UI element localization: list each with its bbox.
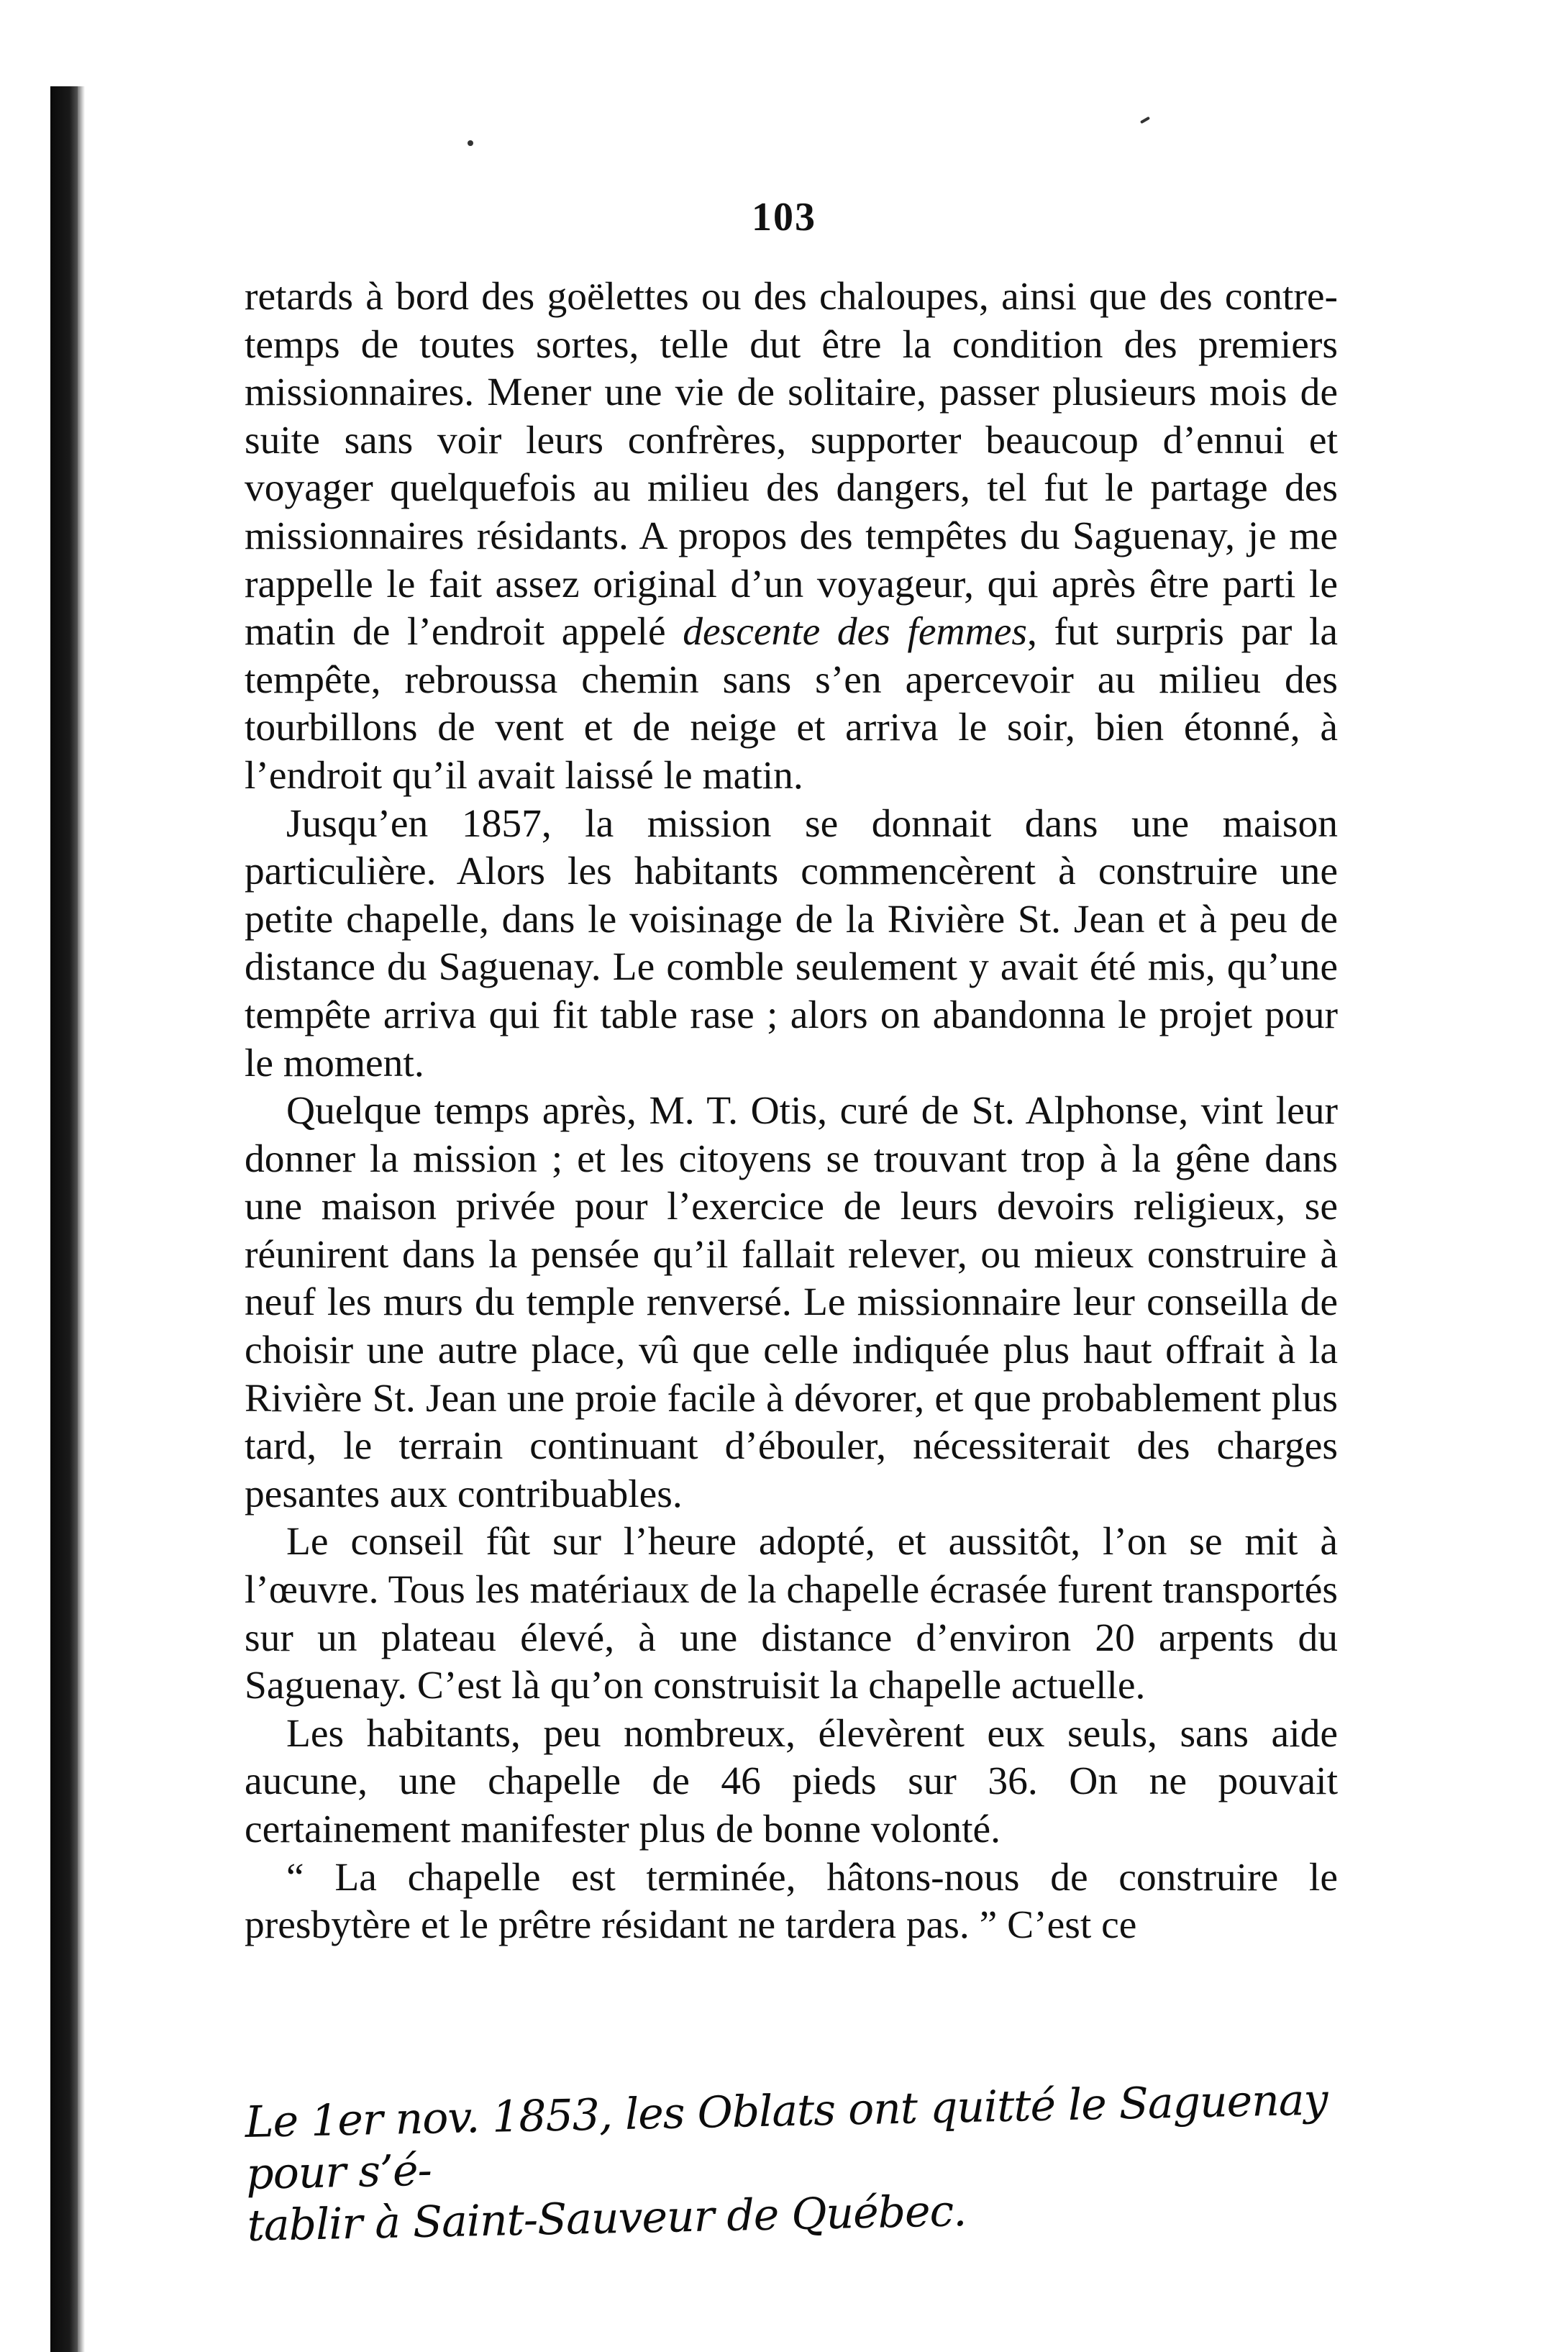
paragraph-1-tail: , fut surpris par la tempête, rebroussa chemin sans s’en apercevoir au milieu des tourbillons de vent et de neige et arriva le soir, bien étonné, à l’endroit qu’il avait laissé le matin.: [245, 610, 1339, 798]
ink-speck: [1140, 117, 1150, 124]
paragraph-6: “ La chapelle est terminée, hâtons-nous de construire le presbytère et le prêtre résidant ne tardera pas. ” C’est ce: [245, 1855, 1338, 1948]
paragraph-1-text: retards à bord des goëlettes ou des chaloupes, ainsi que des contre-temps de toutes sortes, telle dut être la condition des premiers missionnaires. Mener une vie de solitaire, passer plusieurs mois de suite sans voir leurs confrères, supporter beaucoup d’ennui et voyager quelquefois au milieu des dangers, tel fut le partage des missionnaires résidants. A propos des tempêtes du Saguenay, je me rappelle le fait assez original d’un voyageur, qui après être parti le matin de l’endroit appelé: [245, 275, 1338, 655]
paragraph-5: Les habitants, peu nombreux, élevèrent eux seuls, sans aide aucune, une chapelle de 46 pieds sur 36. On ne pouvait certainement manifester plus de bonne volonté.: [245, 1711, 1338, 1851]
body-text: [245, 273, 1338, 1950]
paragraph-4: Le conseil fût sur l’heure adopté, et aussitôt, l’on se mit à l’œuvre. Tous les matériaux de la chapelle écrasée furent transportés sur un plateau élevé, à une distance d’environ 20 arpents du Saguenay. C’est là qu’on construisit la chapelle actuelle.: [245, 1520, 1338, 1708]
paragraph-1-emphasis: descente des femmes: [683, 610, 1027, 655]
paragraph-2: Jusqu’en 1857, la mission se donnait dans une maison particulière. Alors les habitants commencèrent à construire une petite chapelle, dans le voisinage de la Rivière St. Jean et à peu de distance du Saguenay. Le comble seulement y avait été mis, qu’une tempête arriva qui fit table rase ; alors on abandonna le projet pour le moment.: [245, 801, 1338, 1085]
handwritten-note-line-2: tablir à Saint-Sauveur de Québec.: [247, 2186, 967, 2251]
page-number: 103: [752, 195, 816, 240]
handwritten-note-line-1: Le 1er nov. 1853, les Oblats ont quitté le Saguenay pour s’é-: [245, 2074, 1328, 2200]
ink-speck: [468, 140, 473, 146]
paragraph-1: [245, 273, 1338, 801]
handwritten-note: [245, 2073, 1369, 2252]
binding-edge: [78, 86, 85, 2352]
paragraph-3: Quelque temps après, M. T. Otis, curé de St. Alphonse, vint leur donner la mission ; et les citoyens se trouvant trop à la gêne dans une maison privée pour l’exercice de leurs devoirs religieux, se réunirent dans la pensée qu’il fallait relever, ou mieux construire à neuf les murs du temple renversé. Le missionnaire leur conseilla de choisir une autre place, vû que celle indiquée plus haut offrait à la Rivière St. Jean une proie facile à dévorer, et que probablement plus tard, le terrain continuant d’ébouler, nécessiterait des charges pesantes aux contribuables.: [245, 1089, 1338, 1516]
binding-shadow: [50, 86, 78, 2352]
